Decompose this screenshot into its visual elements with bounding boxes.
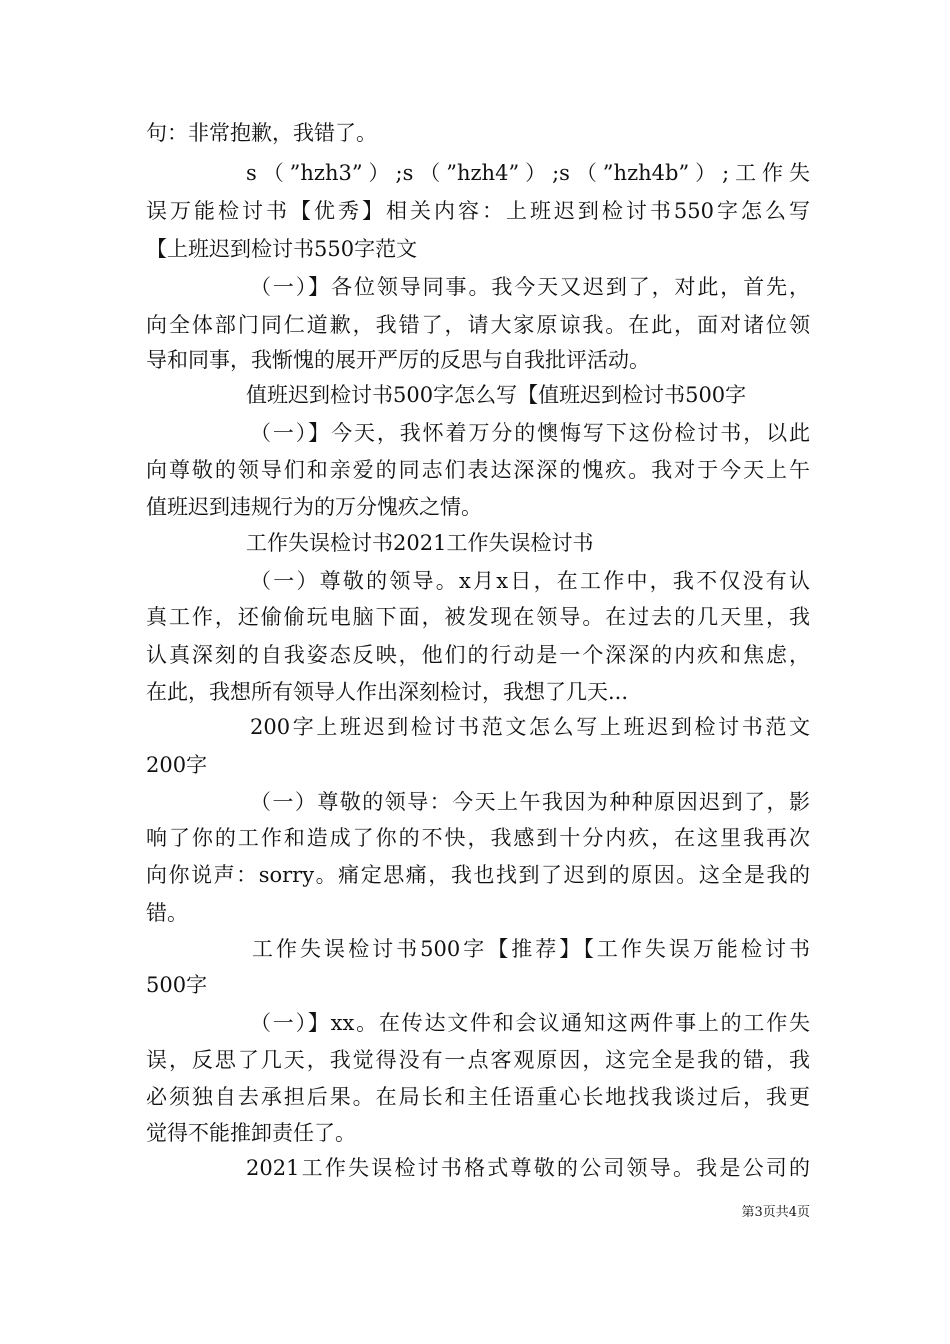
text-line: 200字上班迟到检讨书范文怎么写上班迟到检讨书范文 bbox=[250, 715, 810, 739]
text-line: 觉得不能推卸责任了。 bbox=[146, 1121, 356, 1145]
text-line: 导和同事，我惭愧的展开严厉的反思与自我批评活动。 bbox=[146, 348, 650, 372]
text-line: 向尊敬的领导们和亲爱的同志们表达深深的愧疚。我对于今天上午 bbox=[146, 458, 810, 482]
text-line: s（”hzh3”）;s（”hzh4”）;s（”hzh4b”）;工作失 bbox=[246, 161, 810, 185]
text-line: 在此，我想所有领导人作出深刻检讨，我想了几天... bbox=[146, 680, 629, 704]
text-line: 认真深刻的自我姿态反映，他们的行动是一个深深的内疚和焦虑， bbox=[146, 643, 810, 667]
text-line: 2021工作失误检讨书格式尊敬的公司领导。我是公司的 bbox=[246, 1156, 810, 1180]
text-line: （一）尊敬的领导：今天上午我因为种种原因迟到了，影 bbox=[250, 790, 810, 814]
text-line: 误万能检讨书【优秀】相关内容：上班迟到检讨书550字怎么写 bbox=[146, 199, 810, 223]
text-line: 工作失误检讨书500字【推荐】【工作失误万能检讨书 bbox=[252, 937, 810, 961]
text-line: 错。 bbox=[146, 901, 188, 925]
text-line: （一）尊敬的领导。x月x日，在工作中，我不仅没有认 bbox=[250, 569, 810, 593]
text-line: 值班迟到检讨书500字怎么写【值班迟到检讨书500字 bbox=[246, 383, 747, 407]
text-line: 真工作，还偷偷玩电脑下面，被发现在领导。在过去的几天里，我 bbox=[146, 605, 810, 629]
text-line: （一）】xx。在传达文件和会议通知这两件事上的工作失 bbox=[250, 1011, 810, 1035]
text-line: 响了你的工作和造成了你的不快，我感到十分内疚，在这里我再次 bbox=[146, 826, 810, 850]
text-line: 值班迟到违规行为的万分愧疚之情。 bbox=[146, 495, 482, 519]
text-line: 工作失误检讨书2021工作失误检讨书 bbox=[246, 531, 594, 555]
text-line: 向你说声：sorry。痛定思痛，我也找到了迟到的原因。这全是我的 bbox=[146, 863, 810, 887]
text-line: 向全体部门同仁道歉，我错了，请大家原谅我。在此，面对诸位领 bbox=[146, 313, 810, 337]
text-line: 200字 bbox=[146, 753, 208, 777]
text-line: （一）】各位领导同事。我今天又迟到了，对此，首先， bbox=[250, 275, 810, 299]
page-number: 第3页共4页 bbox=[741, 1205, 810, 1220]
text-line: 【上班迟到检讨书550字范文 bbox=[146, 237, 418, 261]
text-line: （一）】今天，我怀着万分的懊悔写下这份检讨书，以此 bbox=[250, 421, 810, 445]
text-line: 必须独自去承担后果。在局长和主任语重心长地找我谈过后，我更 bbox=[146, 1085, 810, 1109]
text-line: 句：非常抱歉，我错了。 bbox=[146, 121, 377, 145]
text-line: 500字 bbox=[146, 973, 208, 997]
text-line: 误，反思了几天，我觉得没有一点客观原因，这完全是我的错，我 bbox=[146, 1048, 810, 1072]
